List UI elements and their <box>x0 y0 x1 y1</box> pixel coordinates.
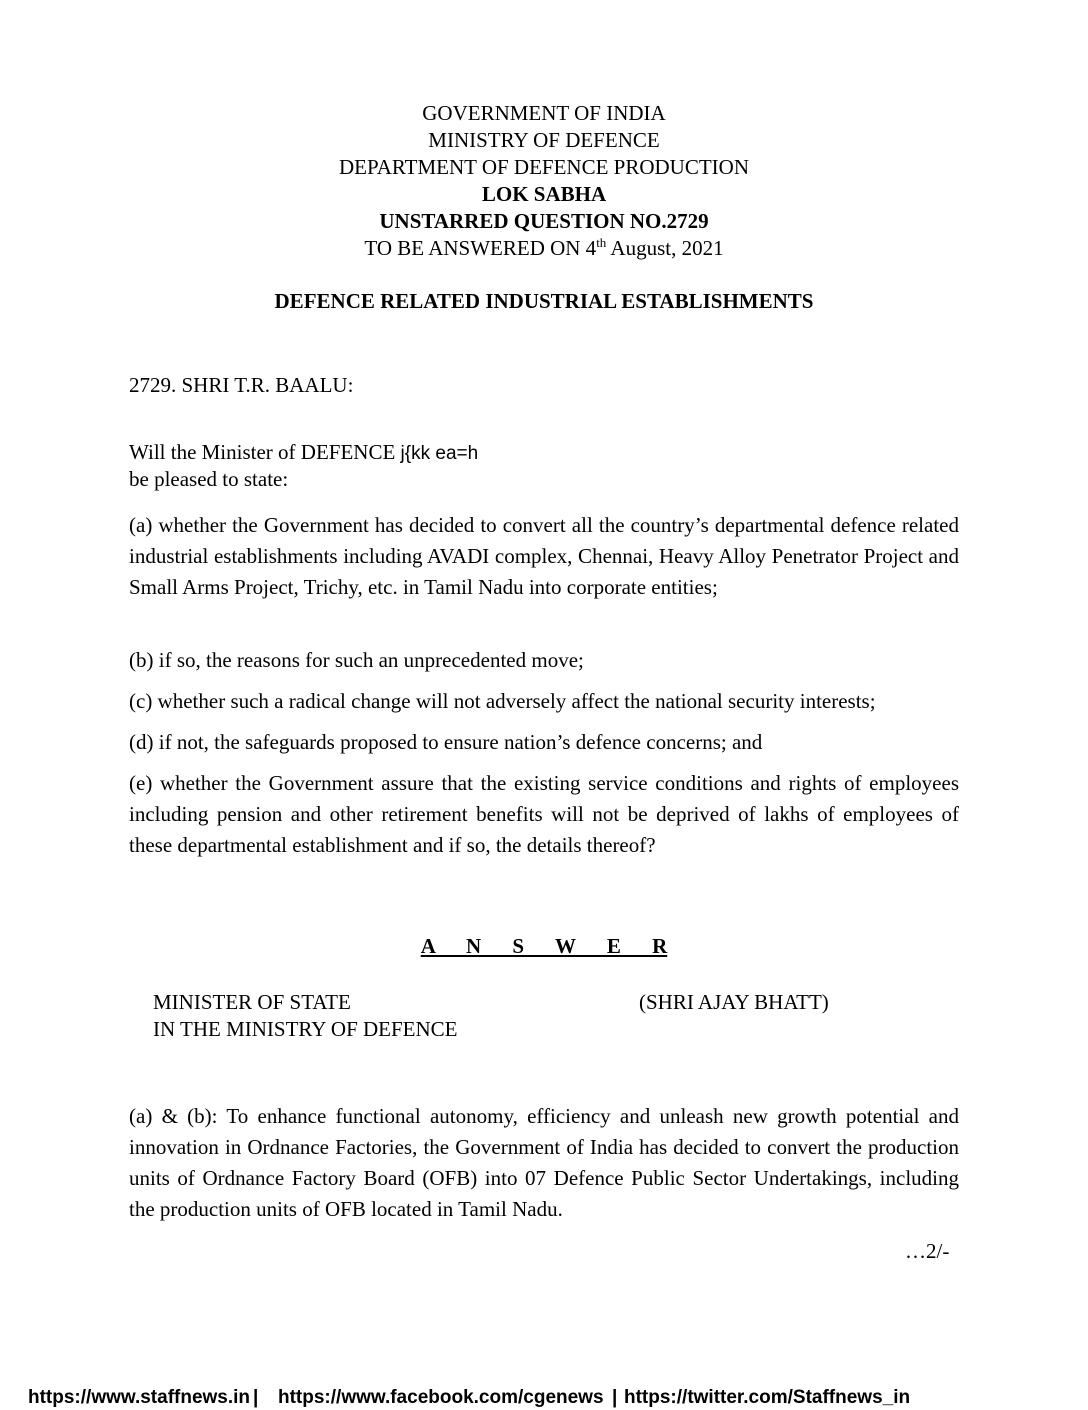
question-a: (a) whether the Government has decided to convert all the country’s departmental defence related industrial establishments including AVADI complex, Chennai, Heavy Alloy Penetrator Project and Small Arms Project, Trichy, etc. in Tamil Nadu into corporate entities; <box>129 513 959 599</box>
footer-link-staffnews[interactable]: https://www.staffnews.in <box>28 1387 251 1408</box>
intro-garbled-text: j{kk ea=h <box>400 443 479 464</box>
intro-text: Will the Minister of DEFENCE <box>129 440 401 464</box>
subject-title: DEFENCE RELATED INDUSTRIAL ESTABLISHMENTS <box>274 289 814 313</box>
intro-line-1 <box>129 440 478 466</box>
questioner: 2729. SHRI T.R. BAALU: <box>129 373 354 397</box>
minister-designation-2: IN THE MINISTRY OF DEFENCE <box>153 1017 458 1041</box>
header-department: DEPARTMENT OF DEFENCE PRODUCTION <box>338 155 750 179</box>
question-c: (c) whether such a radical change will not adversely affect the national security interests; <box>129 689 876 713</box>
answer-date-superscript: th <box>596 235 607 250</box>
answer-title <box>0 934 1088 959</box>
header-answer-date <box>0 236 1088 261</box>
header-question-no: UNSTARRED QUESTION NO.2729 <box>379 209 709 233</box>
question-e: (e) whether the Government assure that the existing service conditions and rights of employees including pension and other retirement benefits will not be deprived of lakhs of employees of these departmental establishment and if so, the details thereof? <box>129 771 959 857</box>
question-d: (d) if not, the safeguards proposed to ensure nation’s defence concerns; and <box>129 730 763 754</box>
footer-link-twitter[interactable]: https://twitter.com/Staffnews_in <box>624 1387 911 1408</box>
answer-date-suffix: August, 2021 <box>606 236 724 260</box>
header-house: LOK SABHA <box>481 182 607 206</box>
answer-text: (a) & (b): To enhance functional autonomy, efficiency and unleash new growth potential and innovation in Ordnance Factories, the Government of India has decided to convert the production units of Ordnance Factory Board (OFB) into 07 Defence Public Sector Undertakings, including the production units of OFB located in Tamil Nadu. <box>129 1104 959 1221</box>
question-b: (b) if so, the reasons for such an unprecedented move; <box>129 648 584 672</box>
header-govt: GOVERNMENT OF INDIA <box>422 101 666 125</box>
minister-designation-1: MINISTER OF STATE <box>153 990 351 1014</box>
footer-link-facebook[interactable]: https://www.facebook.com/cgenews <box>278 1387 604 1408</box>
footer-separator: | <box>253 1387 259 1408</box>
answer-title-text: A N S W E R <box>420 934 668 958</box>
footer-separator: | <box>612 1387 618 1408</box>
header-ministry: MINISTRY OF DEFENCE <box>428 128 660 152</box>
intro-line-2: be pleased to state: <box>129 467 289 491</box>
page-continuation: …2/- <box>905 1239 950 1263</box>
answer-date-prefix: TO BE ANSWERED ON 4 <box>364 236 597 260</box>
minister-name: (SHRI AJAY BHATT) <box>639 990 829 1014</box>
